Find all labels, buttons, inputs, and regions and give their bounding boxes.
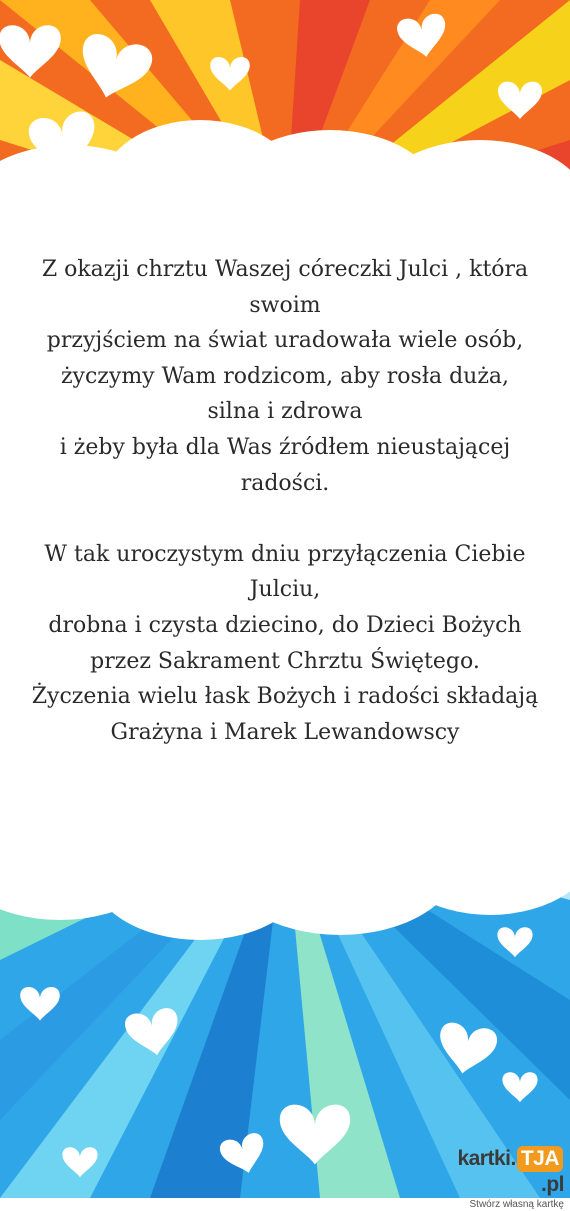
message-line: życzymy Wam rodzicom, aby rosła duża,	[60, 363, 510, 389]
message-line: przyjściem na świat uradowała wiele osób,	[46, 328, 524, 354]
message-line: radości.	[240, 470, 330, 496]
greeting-message	[20, 252, 550, 750]
message-line: swoim	[249, 292, 321, 318]
message-line: drobna i czysta dziecino, do Dzieci Bożych	[48, 612, 522, 638]
message-line: silna i zdrowa	[207, 399, 363, 425]
site-logo-link[interactable]	[436, 1146, 564, 1210]
site-logo	[436, 1146, 564, 1198]
message-line: W tak uroczystym dniu przyłączenia Ciebie	[44, 541, 526, 567]
message-line: przez Sakrament Chrztu Świętego.	[90, 648, 480, 674]
message-signature: Grażyna i Marek Lewandowscy	[110, 719, 460, 745]
message-line: Z okazji chrztu Waszej córeczki Julci , która	[41, 257, 529, 282]
logo-suffix: .pl	[541, 1173, 564, 1196]
logo-badge: TJA	[517, 1146, 563, 1172]
message-line: i żeby była dla Was źródłem nieustającej	[59, 434, 511, 460]
logo-prefix: kartki.	[457, 1147, 516, 1170]
blank-line	[20, 501, 550, 537]
logo-tagline: Stwórz własną kartkę	[469, 1199, 564, 1210]
message-line: Julciu,	[249, 577, 321, 603]
message-line: Życzenia wielu łask Bożych i radości składają	[31, 684, 539, 710]
